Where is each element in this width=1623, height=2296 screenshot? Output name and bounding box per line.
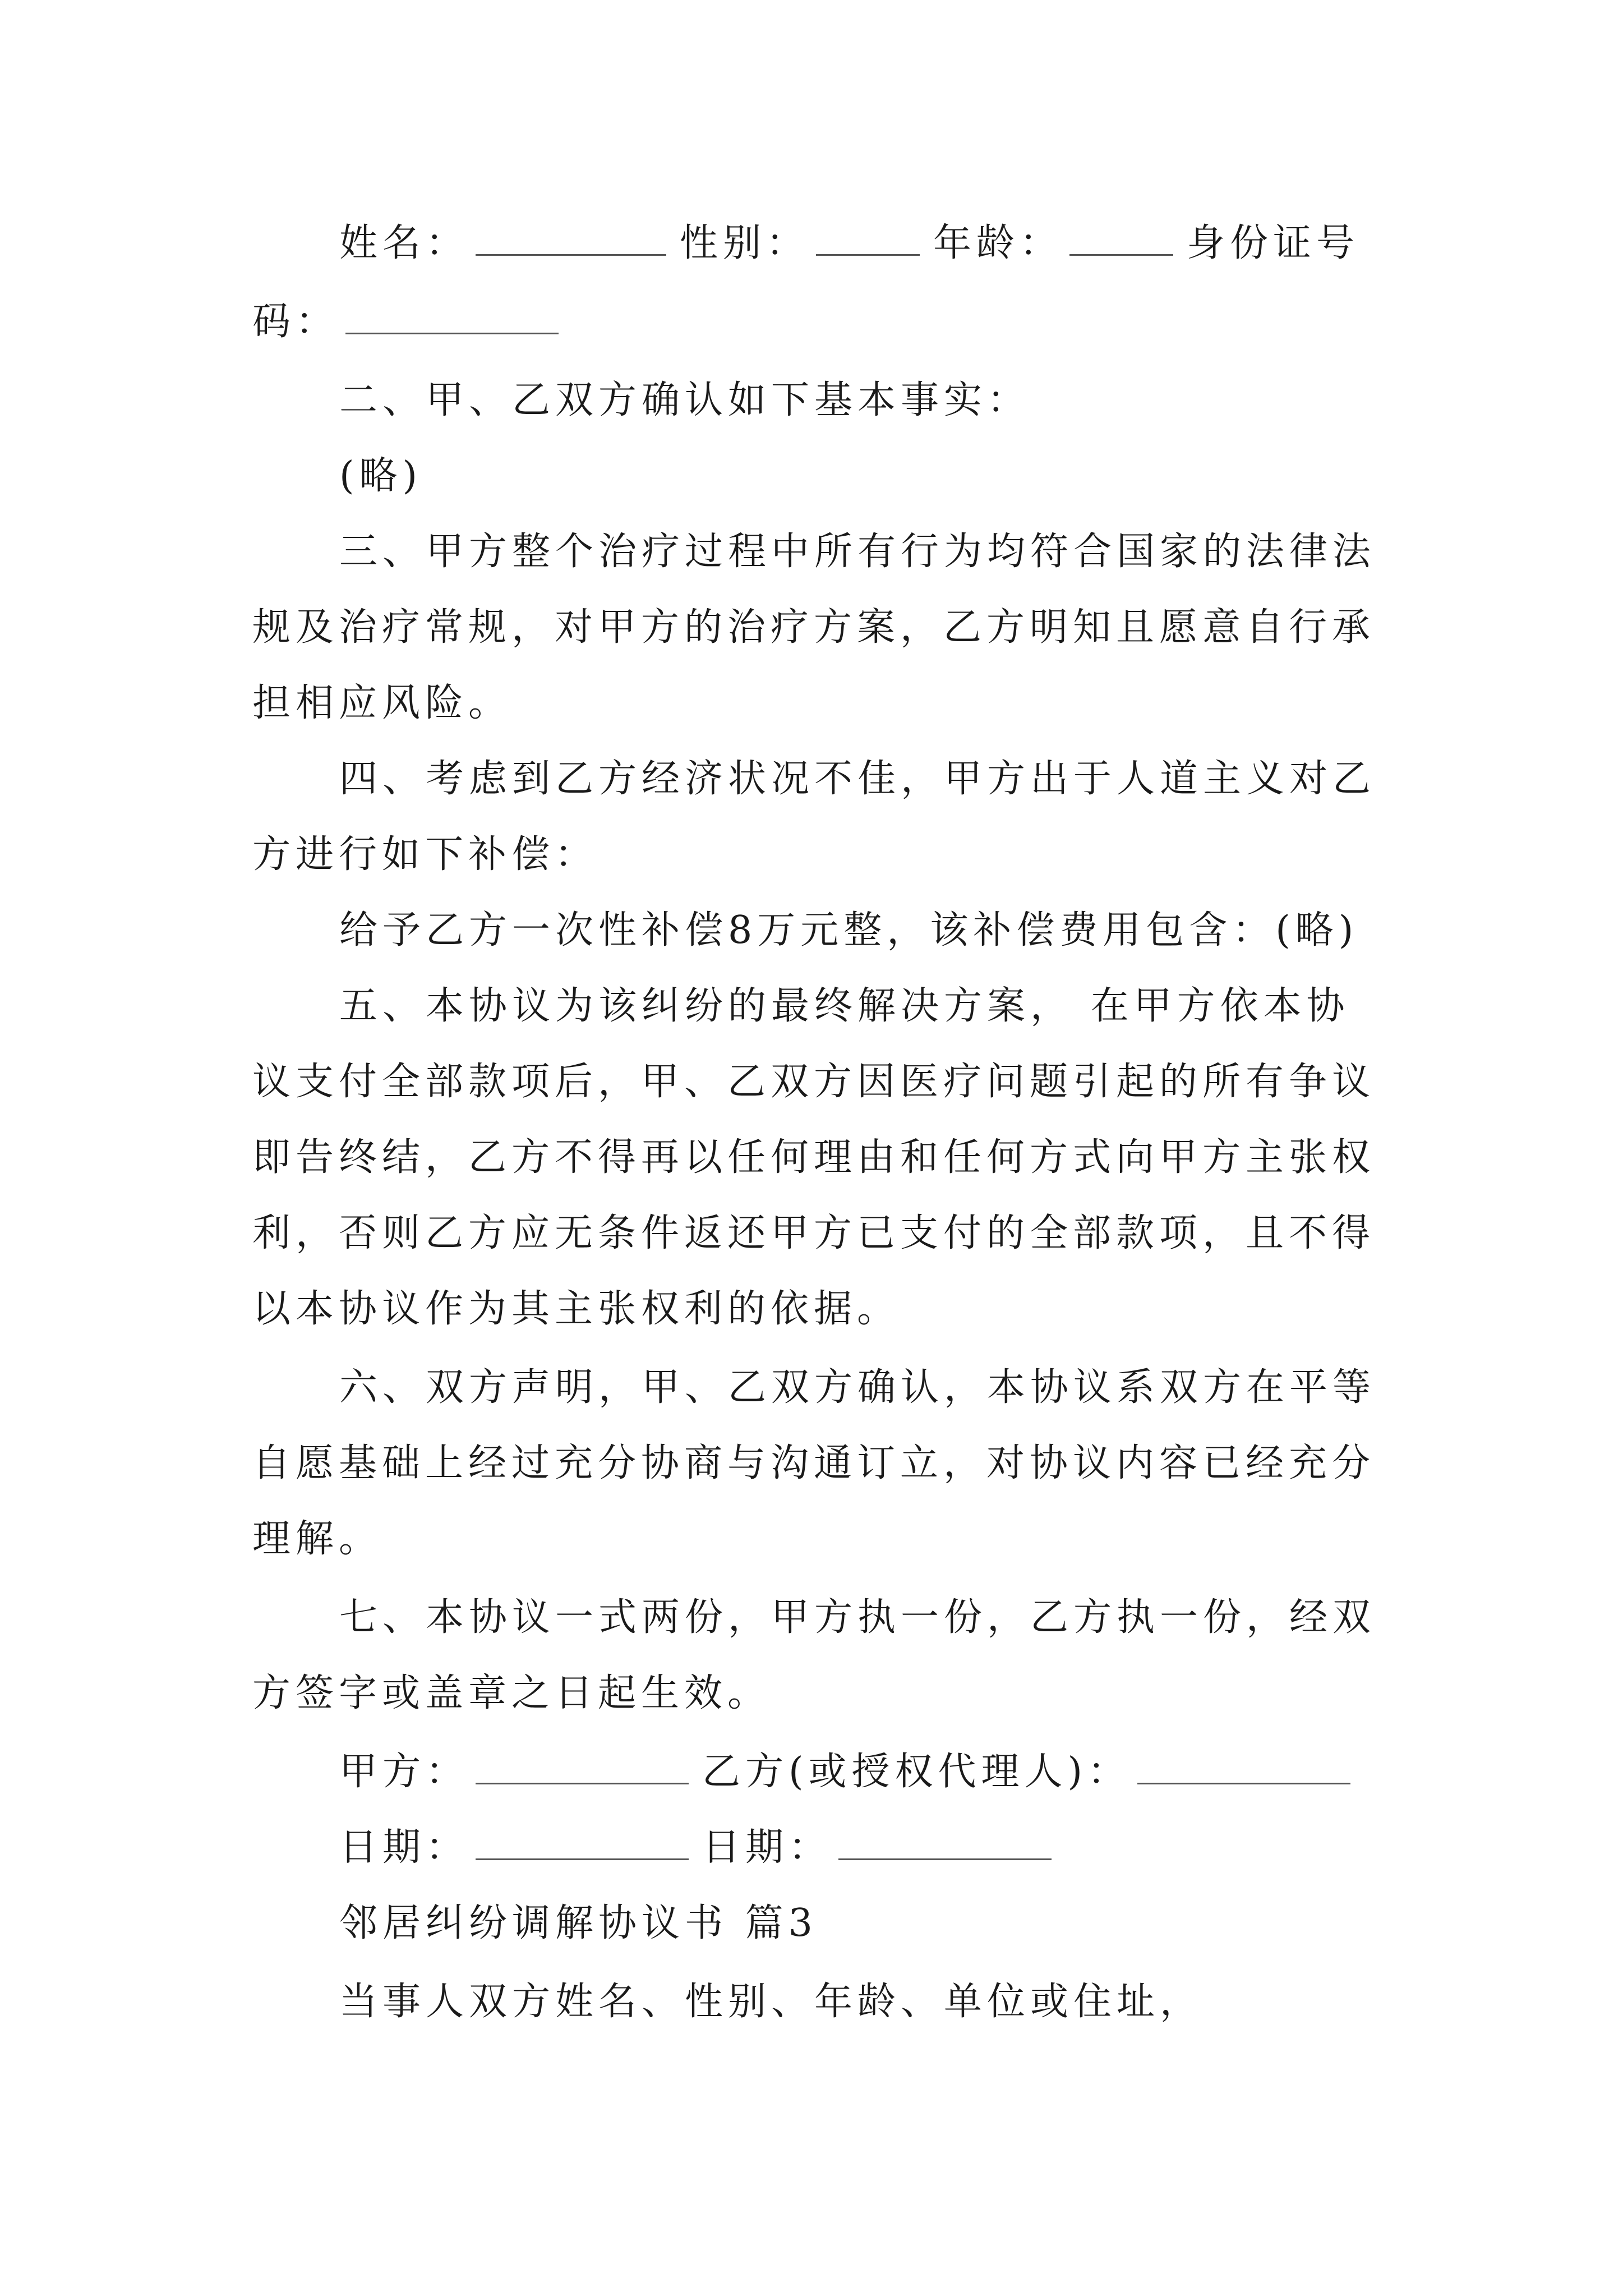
section-3-first-line: 当事人双方姓名、性别、年龄、单位或住址， [339,1980,1204,2024]
age-label: 年龄： [933,221,1063,265]
age-blank[interactable] [1069,254,1173,256]
name-label: 姓名： [339,221,469,265]
paragraph-6-line-1: 六、双方声明，甲、乙双方确认，本协议系双方在平等 [339,1365,1376,1410]
id-number-line [252,300,1385,344]
gender-blank[interactable] [816,254,920,256]
party-b-signature-blank[interactable] [1137,1782,1350,1784]
paragraph-5-line-5: 以本协议作为其主张权利的依据。 [252,1287,901,1331]
party-a-signature-blank[interactable] [476,1782,689,1784]
paragraph-6-line-2: 自愿基础上经过充分协商与沟通订立，对协议内容已经充分 [252,1441,1376,1485]
date-label-b: 日期： [702,1825,832,1870]
paragraph-4-line-1: 四、考虑到乙方经济状况不佳，甲方出于人道主义对乙 [339,757,1376,801]
party-a-label: 甲方： [339,1750,469,1794]
paragraph-2-note: (略) [339,454,423,498]
paragraph-4-line-3: 给予乙方一次性补偿8万元整，该补偿费用包含：(略) [339,908,1359,953]
date-b-blank[interactable] [838,1858,1052,1860]
paragraph-4-line-2: 方进行如下补偿： [252,832,598,877]
section-3-title: 邻居纠纷调解协议书 篇3 [339,1901,818,1945]
paragraph-3-line-2: 规及治疗常规，对甲方的治疗方案，乙方明知且愿意自行承 [252,605,1376,650]
name-blank[interactable] [476,254,666,256]
date-line [339,1825,1472,1870]
id-label-cont: 码： [252,300,339,344]
date-a-blank[interactable] [476,1858,689,1860]
id-label: 身份证号 [1187,221,1360,265]
paragraph-5-line-3: 即告终结，乙方不得再以任何理由和任何方式向甲方主张权 [252,1135,1376,1180]
party-b-label: 乙方(或授权代理人)： [702,1750,1131,1794]
paragraph-5-line-2: 议支付全部款项后，甲、乙双方因医疗问题引起的所有争议 [252,1060,1376,1104]
paragraph-3-line-3: 担相应风险。 [252,681,512,725]
id-number-blank[interactable] [345,332,559,334]
paragraph-2: 二、甲、乙双方确认如下基本事实： [339,378,1031,422]
personal-info-line [339,221,1472,265]
paragraph-7-line-1: 七、本协议一式两份，甲方执一份，乙方执一份，经双 [339,1595,1376,1640]
gender-label: 性别： [680,221,810,265]
date-label-a: 日期： [339,1825,469,1870]
signature-line [339,1750,1472,1794]
paragraph-5-line-1: 五、本协议为该纠纷的最终解决方案， 在甲方依本协 [339,984,1350,1028]
paragraph-7-line-2: 方签字或盖章之日起生效。 [252,1671,771,1715]
paragraph-5-line-4: 利，否则乙方应无条件返还甲方已支付的全部款项，且不得 [252,1211,1376,1255]
paragraph-6-line-3: 理解。 [252,1517,382,1561]
paragraph-3-line-1: 三、甲方整个治疗过程中所有行为均符合国家的法律法 [339,530,1376,574]
